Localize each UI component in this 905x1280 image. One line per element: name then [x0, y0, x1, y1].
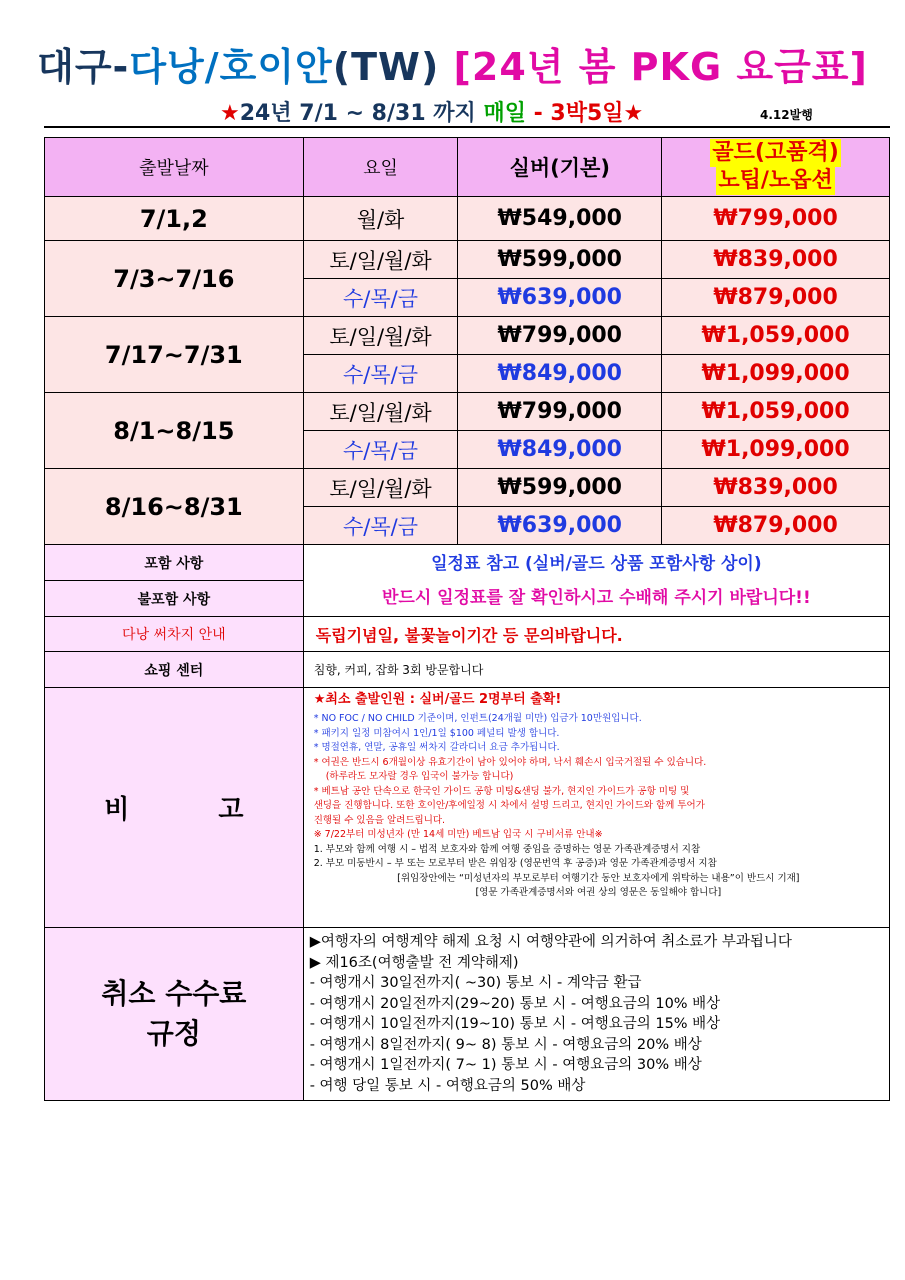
cancel-line: - 여행개시 8일전까지( 9~ 8) 통보 시 - 여행요금의 20% 배상: [309, 1036, 702, 1053]
remark-line: 2. 부모 미동반시 – 부 또는 모로부터 받은 위임장 (영문번역 후 공증)과 영문 가족관계증명서 지참: [313, 858, 717, 869]
weekday: 수/목/금: [303, 279, 458, 317]
price-table: [44, 137, 890, 1101]
gold-label-line1: 골드(고품격): [712, 140, 839, 165]
gold-price: ₩1,059,000: [662, 317, 890, 355]
table-row: [45, 393, 890, 431]
cancel-line: ▶여행자의 여행계약 해제 요청 시 여행약관에 의거하여 취소료가 부과됩니다: [309, 934, 792, 950]
remark-line: * 여권은 반드시 6개월이상 유효기간이 남아 있어야 하며, 낙서 훼손시 입국거절될 수 있습니다.: [313, 756, 707, 768]
remark-line: ※ 7/22부터 미성년자 (만 14세 미만) 베트남 입국 시 구비서류 안내※: [313, 829, 603, 840]
issue-date: 4.12발행: [760, 108, 813, 122]
remarks-label: 비 고: [45, 688, 304, 928]
col-header-silver: 실버(기본): [458, 138, 662, 197]
table-row: [45, 241, 890, 279]
cancel-line: - 여행개시 20일전까지(29~20) 통보 시 - 여행요금의 10% 배상: [309, 995, 721, 1012]
silver-price: ₩639,000: [458, 279, 662, 317]
remark-line: 진행될 수 있음을 알려드립니다.: [313, 814, 446, 826]
shopping-label: 쇼핑 센터: [45, 652, 304, 688]
gold-price: ₩1,099,000: [662, 431, 890, 469]
table-row: [45, 317, 890, 355]
table-row: [45, 197, 890, 241]
gold-label-line2: 노팁/노옵션: [718, 168, 833, 193]
gold-price: ₩839,000: [662, 241, 890, 279]
gold-price: ₩879,000: [662, 279, 890, 317]
divider: [44, 126, 890, 128]
weekday: 토/일/월/화: [303, 241, 458, 279]
cancellation-row: [45, 928, 890, 1101]
remark-line: [영문 가족관계증명서와 여권 상의 영문은 동일해야 합니다]: [475, 887, 722, 898]
col-header-date: 출발날짜: [45, 138, 304, 197]
cancellation-label: [45, 928, 304, 1101]
cancellation-content: [303, 928, 889, 1101]
weekday: 수/목/금: [303, 355, 458, 393]
gold-price: ₩799,000: [662, 197, 890, 241]
title-airline: (TW): [332, 45, 454, 89]
remarks-content: [303, 688, 889, 928]
cancel-line: - 여행 당일 통보 시 - 여행요금의 50% 배상: [309, 1077, 586, 1094]
gold-price: ₩1,099,000: [662, 355, 890, 393]
subtitle-daily: 매일: [483, 101, 526, 126]
cancellation-label-line2: 규정: [146, 1017, 201, 1050]
departure-date: 7/1,2: [45, 197, 304, 241]
departure-date: 8/16~8/31: [45, 469, 304, 545]
silver-price: ₩799,000: [458, 317, 662, 355]
silver-price: ₩799,000: [458, 393, 662, 431]
silver-price: ₩599,000: [458, 469, 662, 507]
departure-date: 7/3~7/16: [45, 241, 304, 317]
page-title: [0, 36, 905, 91]
star-icon: ★: [220, 101, 240, 126]
silver-price: ₩849,000: [458, 431, 662, 469]
table-row: [45, 469, 890, 507]
departure-date: 8/1~8/15: [45, 393, 304, 469]
table-header: [45, 138, 890, 197]
surcharge-row: [45, 617, 890, 652]
weekday: 수/목/금: [303, 431, 458, 469]
included-row: [45, 545, 890, 581]
title-package: [24년 봄 PKG 요금표]: [453, 45, 868, 89]
remark-line: ★최소 출발인원 : 실버/골드 2명부터 출확!: [313, 692, 562, 707]
weekday: 월/화: [303, 197, 458, 241]
gold-price: ₩879,000: [662, 507, 890, 545]
remark-line: [위임장안에는 “미성년자의 부모로부터 여행기간 동안 보호자에게 위탁하는 내용”이 반드시 기재]: [397, 872, 800, 884]
gold-price: ₩1,059,000: [662, 393, 890, 431]
shopping-row: [45, 652, 890, 688]
cancel-line: ▶ 제16조(여행출발 전 계약해제): [309, 954, 519, 971]
cancel-line: - 여행개시 1일전까지( 7~ 1) 통보 시 - 여행요금의 30% 배상: [309, 1057, 702, 1073]
excluded-label: 불포함 사항: [45, 581, 304, 617]
col-header-gold: [662, 138, 890, 197]
silver-price: ₩849,000: [458, 355, 662, 393]
departure-date: 7/17~7/31: [45, 317, 304, 393]
cancellation-label-line1: 취소 수수료: [101, 977, 247, 1010]
remark-line: * 베트남 공안 단속으로 한국인 가이드 공항 미팅&샌딩 불가, 현지인 가이드가 공항 미팅 및: [313, 785, 690, 797]
weekday: 토/일/월/화: [303, 317, 458, 355]
silver-price: ₩549,000: [458, 197, 662, 241]
title-origin: 대구-: [37, 45, 130, 89]
subtitle: [220, 96, 643, 127]
silver-price: ₩599,000: [458, 241, 662, 279]
shopping-note: 침향, 커피, 잡화 3회 방문합니다: [303, 652, 889, 688]
surcharge-note: 독립기념일, 불꽃놀이기간 등 문의바랍니다.: [303, 617, 889, 652]
surcharge-label: 다낭 써차지 안내: [45, 617, 304, 652]
weekday: 토/일/월/화: [303, 393, 458, 431]
remark-line: * 패키지 일정 미참여시 1인/1일 $100 페널티 발생 합니다.: [313, 727, 560, 739]
excluded-note: 반드시 일정표를 잘 확인하시고 수배해 주시기 바랍니다!!: [381, 587, 811, 608]
weekday: 토/일/월/화: [303, 469, 458, 507]
weekday: 수/목/금: [303, 507, 458, 545]
title-destination: 다낭/호이안: [129, 45, 333, 89]
remark-line: 1. 부모와 함께 여행 시 – 법적 보호자와 함께 여행 중임을 증명하는 영문 가족관계증명서 지참: [313, 843, 701, 855]
subtitle-duration: - 3박5일: [525, 101, 624, 126]
remark-line: (하루라도 모자랄 경우 입국이 불가능 합니다): [325, 771, 514, 782]
cancel-line: - 여행개시 30일전까지( ~30) 통보 시 - 계약금 환급: [309, 975, 642, 991]
remarks-row: [45, 688, 890, 928]
silver-price: ₩639,000: [458, 507, 662, 545]
cancel-line: - 여행개시 10일전까지(19~10) 통보 시 - 여행요금의 15% 배상: [309, 1016, 721, 1032]
included-excluded-note: [303, 545, 889, 617]
included-note: 일정표 참고 (실버/골드 상품 포함사항 상이): [431, 553, 762, 574]
remark-line: * 명절연휴, 연말, 공휴일 써차지 갈라디너 요금 추가됩니다.: [313, 742, 560, 753]
star-icon: ★: [623, 101, 644, 126]
remark-line: * NO FOC / NO CHILD 기준이며, 인펀트(24개월 미만) 입금가 10만원입니다.: [313, 713, 642, 724]
included-label: 포함 사항: [45, 545, 304, 581]
remark-line: 샌딩을 진행합니다. 또한 호이안/후에일정 시 차에서 설명 드리고, 현지인 가이드와 함께 투어가: [313, 800, 705, 811]
col-header-day: 요일: [303, 138, 458, 197]
subtitle-dates: 24년 7/1 ~ 8/31 까지: [239, 101, 484, 126]
gold-price: ₩839,000: [662, 469, 890, 507]
